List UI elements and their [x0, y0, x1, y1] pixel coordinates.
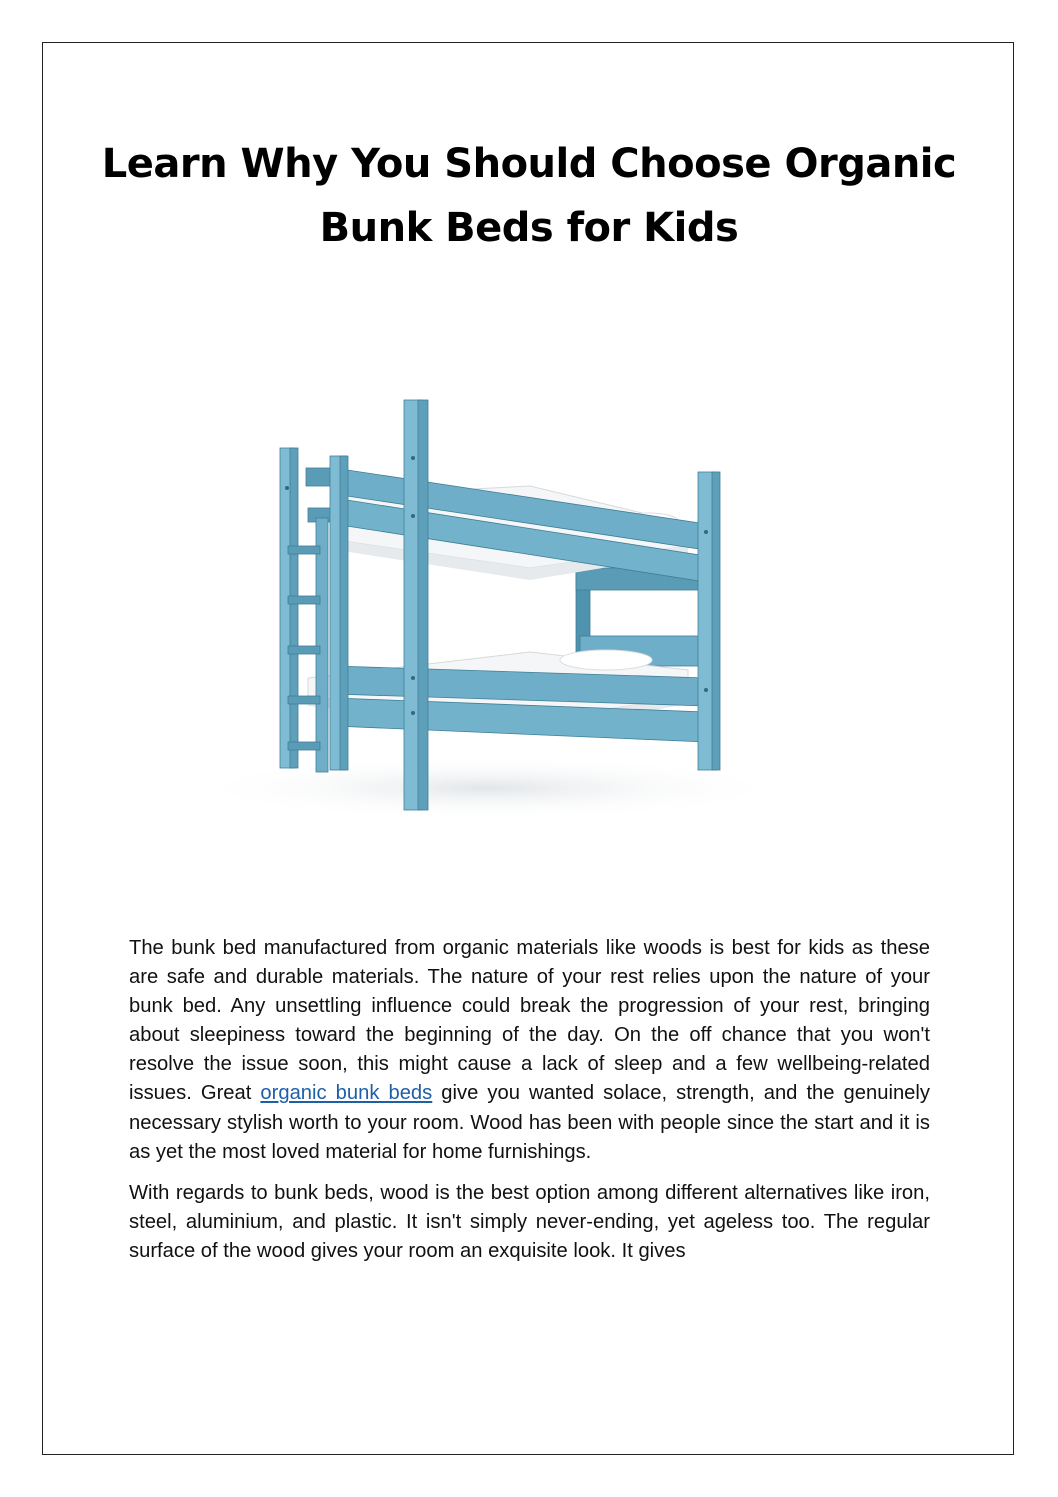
paragraph-1-text-start: The bunk bed manufactured from organic materials like woods is best for kids as these are safe and durable materials. The nature of your rest relies upon the nature of your bunk bed. Any unsettling influence could break the progression of your rest, bringing about sleepiness toward the beginning of the day. On the off chance that you won't resolve the issue soon, this might cause a lack of sleep and a few wellbeing-related issues. Great — [129, 937, 930, 1105]
organic-bunk-beds-link[interactable]: organic bunk beds — [260, 1082, 433, 1105]
bed-front — [280, 400, 720, 810]
paragraph-1-text-end: give you wanted solace, strength, and the genuinely necessary stylish worth to your room. Wood has been with people since the start and it is as yet the most loved material for home furnishings. — [129, 1082, 930, 1163]
paragraph-2: With regards to bunk beds, wood is the best option among different alternatives like iron, steel, aluminium, and plastic. It isn't simply never-ending, yet ageless too. The regular surface of the wood gives your room an exquisite look. It gives — [129, 1181, 930, 1262]
body-text — [129, 934, 930, 1278]
bunk-bed-illustration — [128, 318, 930, 900]
paragraph-1 — [129, 934, 930, 1167]
document-title: Learn Why You Should Choose Organic Bunk Beds for Kids — [101, 141, 957, 251]
